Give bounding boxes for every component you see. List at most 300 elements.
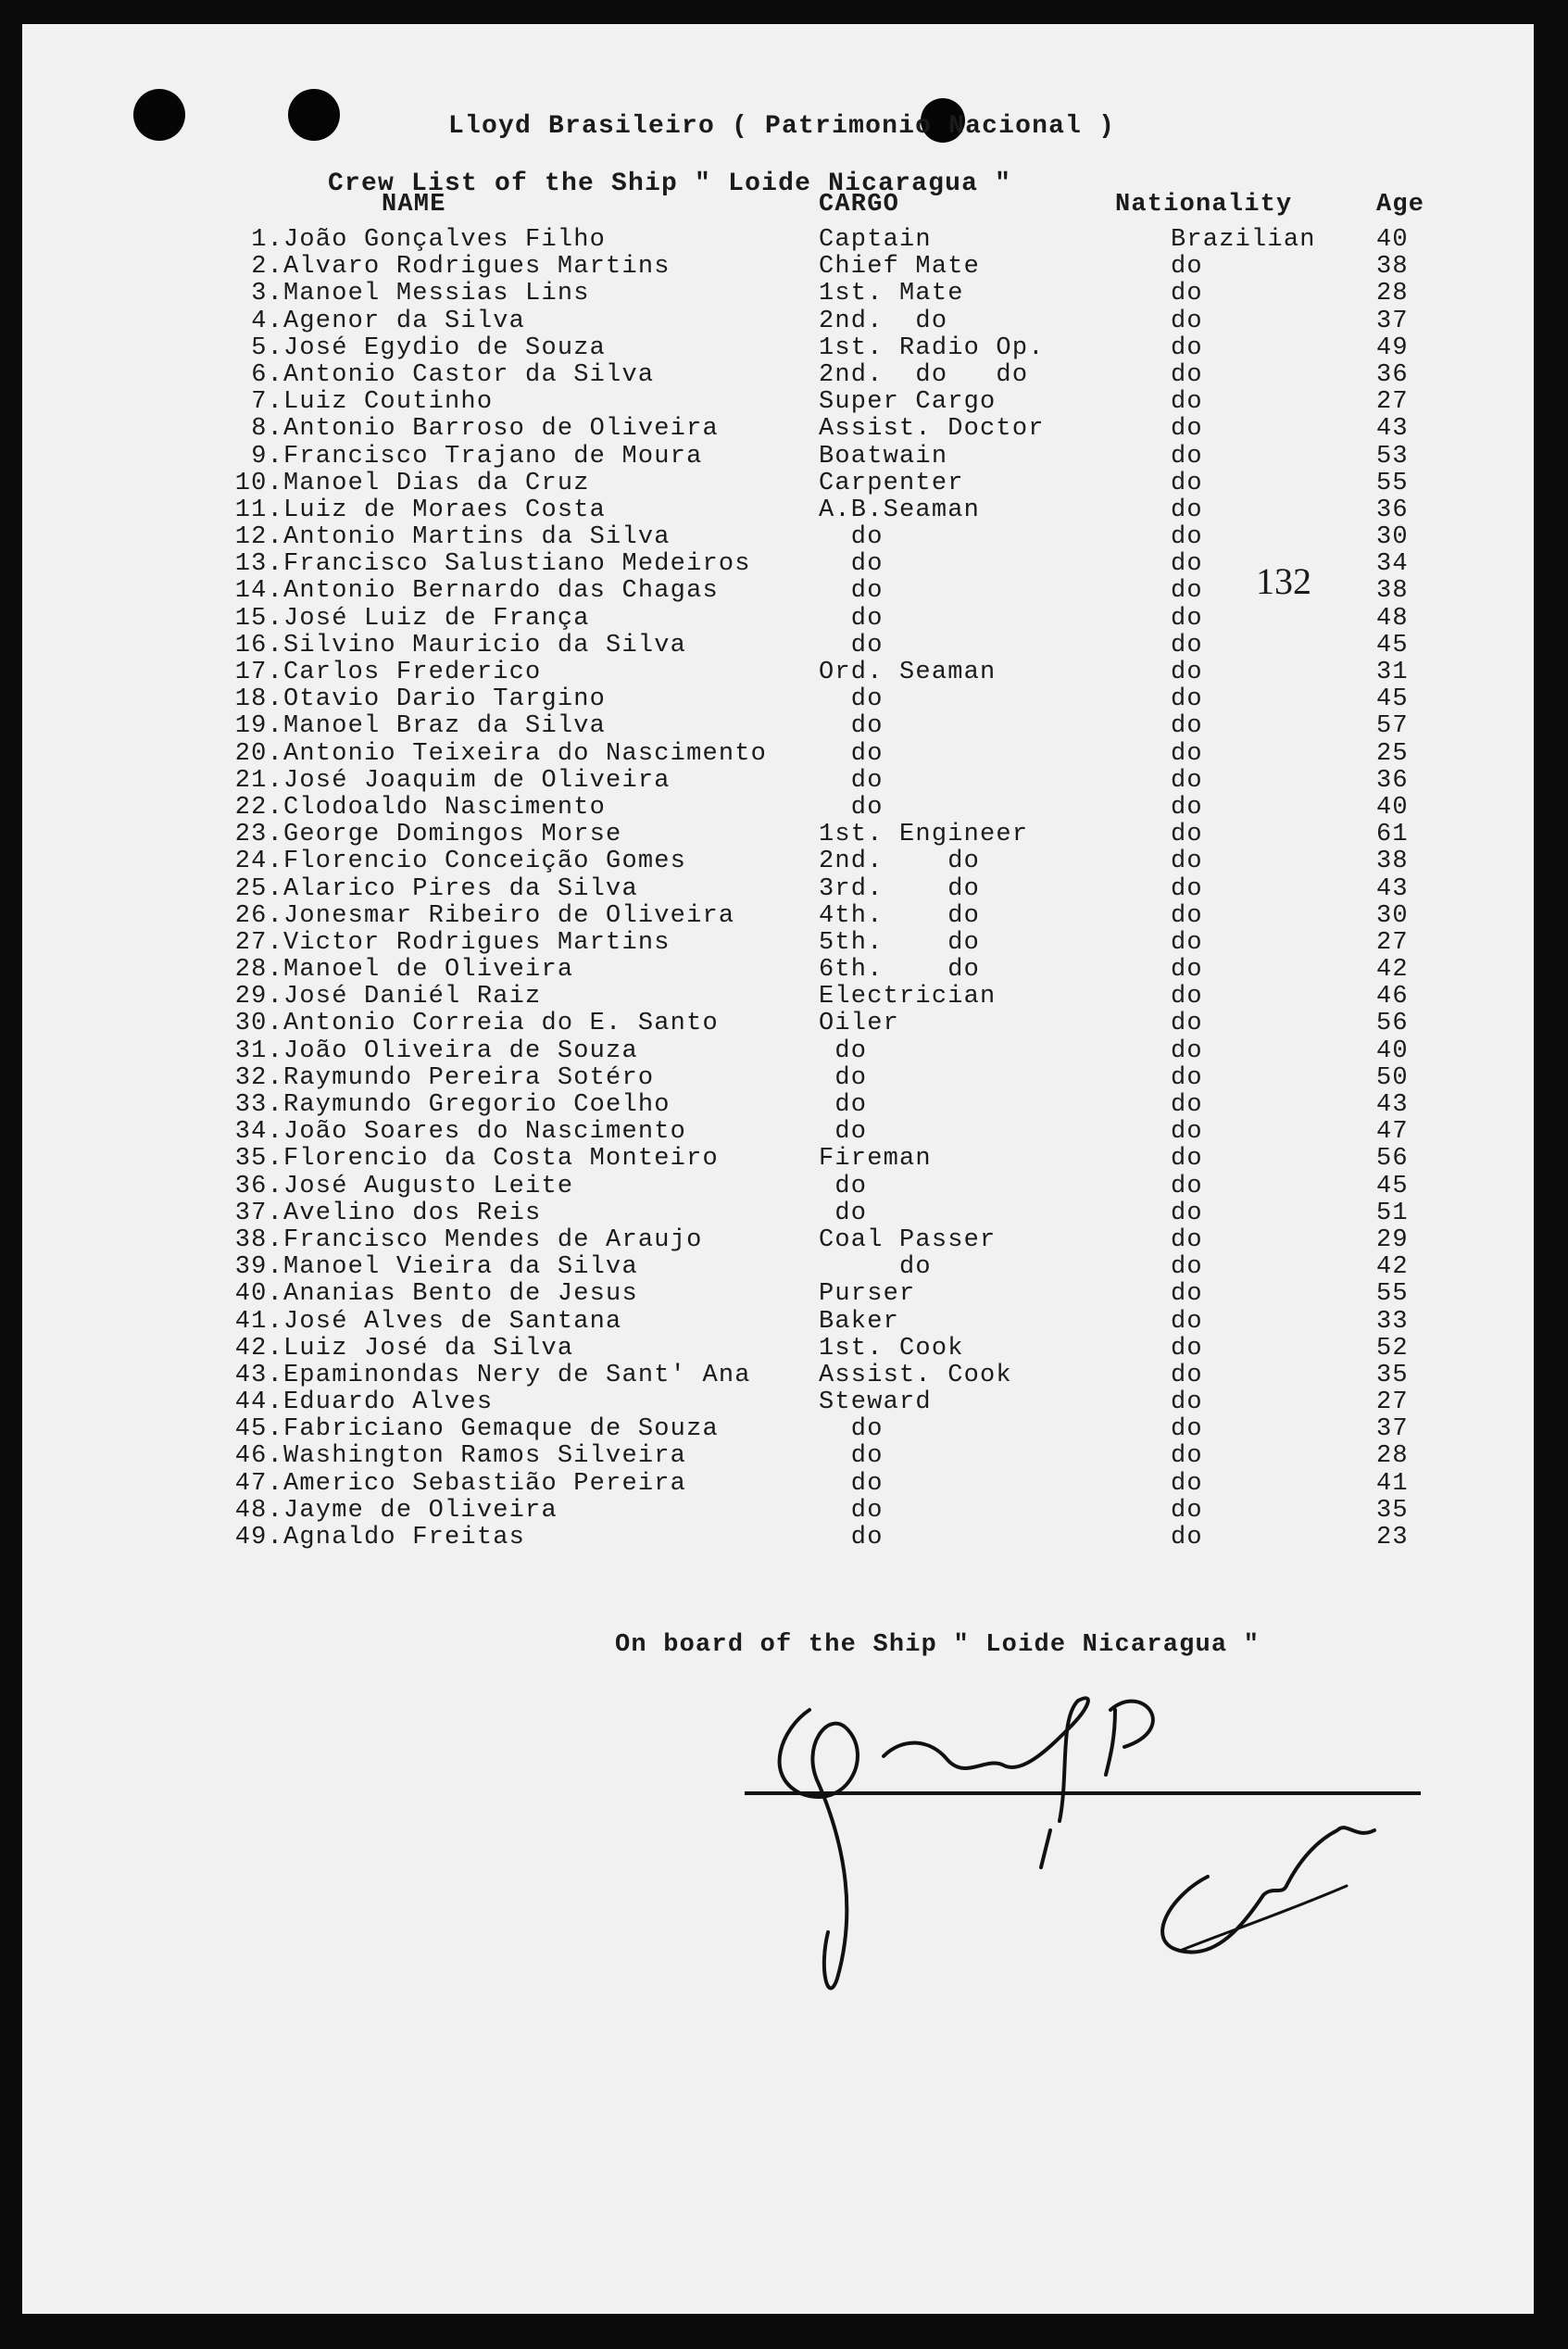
crew-nationality: do bbox=[1171, 604, 1203, 633]
crew-nationality: do bbox=[1171, 360, 1203, 389]
crew-row bbox=[22, 1497, 1534, 1524]
crew-number: 9. bbox=[251, 442, 283, 471]
crew-nationality: do bbox=[1171, 901, 1203, 930]
crew-name: José Alves de Santana bbox=[283, 1307, 622, 1336]
crew-nationality: Brazilian bbox=[1171, 226, 1316, 254]
crew-nationality: do bbox=[1171, 1063, 1203, 1092]
crew-name: José Egydio de Souza bbox=[283, 333, 607, 362]
crew-row bbox=[22, 1200, 1534, 1226]
crew-nationality: do bbox=[1171, 1118, 1203, 1147]
crew-age: 45 bbox=[1376, 631, 1409, 659]
crew-nationality: do bbox=[1171, 1469, 1203, 1498]
crew-number: 41. bbox=[234, 1307, 283, 1336]
crew-nationality: do bbox=[1171, 415, 1203, 444]
crew-number: 46. bbox=[234, 1442, 283, 1471]
crew-name: José Daniél Raiz bbox=[283, 983, 542, 1011]
crew-row bbox=[22, 280, 1534, 307]
crew-row bbox=[22, 767, 1534, 794]
crew-nationality: do bbox=[1171, 333, 1203, 362]
crew-nationality: do bbox=[1171, 1496, 1203, 1525]
crew-name: Luiz José da Silva bbox=[283, 1334, 574, 1363]
crew-number: 7. bbox=[251, 388, 283, 417]
crew-age: 35 bbox=[1376, 1361, 1409, 1389]
crew-number: 29. bbox=[234, 983, 283, 1011]
crew-row bbox=[22, 605, 1534, 632]
crew-number: 1. bbox=[251, 226, 283, 254]
crew-number: 38. bbox=[234, 1225, 283, 1254]
crew-cargo: do bbox=[819, 550, 884, 579]
crew-name: Victor Rodrigues Martins bbox=[283, 928, 671, 957]
crew-age: 52 bbox=[1376, 1334, 1409, 1363]
crew-nationality: do bbox=[1171, 874, 1203, 903]
crew-number: 21. bbox=[234, 766, 283, 795]
crew-number: 27. bbox=[234, 928, 283, 957]
crew-nationality: do bbox=[1171, 280, 1203, 308]
crew-cargo: Steward bbox=[819, 1388, 932, 1417]
crew-age: 40 bbox=[1376, 226, 1409, 254]
crew-row bbox=[22, 523, 1534, 550]
crew-row bbox=[22, 956, 1534, 983]
column-header-name: NAME bbox=[382, 191, 446, 219]
crew-row bbox=[22, 1091, 1534, 1118]
crew-number: 45. bbox=[234, 1415, 283, 1444]
crew-age: 55 bbox=[1376, 1280, 1409, 1309]
crew-number: 47. bbox=[234, 1469, 283, 1498]
signature-scribble bbox=[745, 1673, 1486, 2062]
crew-name: Jayme de Oliveira bbox=[283, 1496, 558, 1525]
crew-cargo: Baker bbox=[819, 1307, 900, 1336]
crew-cargo: do bbox=[819, 1091, 868, 1119]
crew-age: 27 bbox=[1376, 1388, 1409, 1417]
crew-cargo: Assist. Doctor bbox=[819, 415, 1045, 444]
crew-nationality: do bbox=[1171, 766, 1203, 795]
crew-row bbox=[22, 875, 1534, 902]
crew-age: 53 bbox=[1376, 442, 1409, 471]
crew-name: Americo Sebastião Pereira bbox=[283, 1469, 687, 1498]
crew-age: 51 bbox=[1376, 1199, 1409, 1227]
crew-nationality: do bbox=[1171, 685, 1203, 714]
crew-row bbox=[22, 361, 1534, 388]
crew-name: Avelino dos Reis bbox=[283, 1199, 542, 1227]
crew-age: 27 bbox=[1376, 388, 1409, 417]
crew-number: 31. bbox=[234, 1036, 283, 1065]
crew-nationality: do bbox=[1171, 821, 1203, 849]
crew-row bbox=[22, 1442, 1534, 1469]
crew-number: 40. bbox=[234, 1280, 283, 1309]
crew-name: Clodoaldo Nascimento bbox=[283, 793, 607, 822]
crew-name: Washington Ramos Silveira bbox=[283, 1442, 687, 1471]
crew-name: Ananias Bento de Jesus bbox=[283, 1280, 638, 1309]
crew-number: 17. bbox=[234, 659, 283, 686]
crew-cargo: 2nd. do bbox=[819, 848, 981, 876]
crew-age: 56 bbox=[1376, 1145, 1409, 1174]
crew-nationality: do bbox=[1171, 1524, 1203, 1551]
column-header-nationality: Nationality bbox=[1115, 191, 1293, 219]
crew-age: 28 bbox=[1376, 1442, 1409, 1471]
crew-number: 32. bbox=[234, 1063, 283, 1092]
crew-number: 12. bbox=[234, 523, 283, 552]
crew-nationality: do bbox=[1171, 848, 1203, 876]
crew-cargo: do bbox=[819, 685, 884, 714]
crew-number: 25. bbox=[234, 874, 283, 903]
crew-name: Agnaldo Freitas bbox=[283, 1524, 526, 1551]
crew-number: 10. bbox=[234, 469, 283, 497]
crew-nationality: do bbox=[1171, 712, 1203, 741]
crew-cargo: Electrician bbox=[819, 983, 997, 1011]
crew-name: José Augusto Leite bbox=[283, 1172, 574, 1200]
crew-nationality: do bbox=[1171, 1442, 1203, 1471]
crew-cargo: do bbox=[819, 1199, 868, 1227]
crew-number: 11. bbox=[234, 496, 283, 524]
crew-row bbox=[22, 1226, 1534, 1253]
crew-row bbox=[22, 1524, 1534, 1551]
crew-age: 40 bbox=[1376, 1036, 1409, 1065]
crew-row bbox=[22, 659, 1534, 685]
crew-nationality: do bbox=[1171, 631, 1203, 659]
crew-name: Luiz Coutinho bbox=[283, 388, 494, 417]
crew-number: 28. bbox=[234, 956, 283, 985]
crew-number: 13. bbox=[234, 550, 283, 579]
crew-name: Manoel de Oliveira bbox=[283, 956, 574, 985]
crew-number: 34. bbox=[234, 1118, 283, 1147]
crew-row bbox=[22, 334, 1534, 361]
crew-nationality: do bbox=[1171, 1172, 1203, 1200]
crew-cargo: Coal Passer bbox=[819, 1225, 997, 1254]
crew-name: Antonio Bernardo das Chagas bbox=[283, 577, 719, 606]
crew-row bbox=[22, 848, 1534, 874]
crew-name: Antonio Martins da Silva bbox=[283, 523, 671, 552]
crew-age: 37 bbox=[1376, 1415, 1409, 1444]
crew-name: Manoel Messias Lins bbox=[283, 280, 590, 308]
crew-number: 39. bbox=[234, 1253, 283, 1282]
crew-row bbox=[22, 443, 1534, 470]
crew-age: 49 bbox=[1376, 333, 1409, 362]
crew-cargo: Fireman bbox=[819, 1145, 932, 1174]
crew-row bbox=[22, 1335, 1534, 1362]
document-header: Lloyd Brasileiro ( Patrimonio Nacional ) bbox=[448, 112, 1116, 141]
crew-nationality: do bbox=[1171, 983, 1203, 1011]
crew-nationality: do bbox=[1171, 1280, 1203, 1309]
crew-nationality: do bbox=[1171, 388, 1203, 417]
crew-row bbox=[22, 1280, 1534, 1307]
crew-nationality: do bbox=[1171, 577, 1203, 606]
crew-age: 46 bbox=[1376, 983, 1409, 1011]
crew-cargo: 1st. Engineer bbox=[819, 821, 1029, 849]
crew-age: 42 bbox=[1376, 956, 1409, 985]
page-number: 132 bbox=[1256, 560, 1311, 602]
crew-number: 22. bbox=[234, 793, 283, 822]
crew-age: 25 bbox=[1376, 739, 1409, 768]
crew-cargo: 3rd. do bbox=[819, 874, 981, 903]
crew-age: 31 bbox=[1376, 659, 1409, 686]
crew-name: Florencio da Costa Monteiro bbox=[283, 1145, 719, 1174]
crew-cargo: do bbox=[819, 1415, 884, 1444]
crew-age: 35 bbox=[1376, 1496, 1409, 1525]
crew-nationality: do bbox=[1171, 1010, 1203, 1038]
crew-name: Luiz de Moraes Costa bbox=[283, 496, 607, 524]
crew-age: 43 bbox=[1376, 874, 1409, 903]
crew-number: 24. bbox=[234, 848, 283, 876]
column-header-cargo: CARGO bbox=[819, 191, 900, 219]
crew-name: Alvaro Rodrigues Martins bbox=[283, 253, 671, 282]
crew-age: 43 bbox=[1376, 1091, 1409, 1119]
crew-nationality: do bbox=[1171, 1253, 1203, 1282]
crew-row bbox=[22, 1145, 1534, 1172]
crew-number: 8. bbox=[251, 415, 283, 444]
crew-name: Silvino Mauricio da Silva bbox=[283, 631, 687, 659]
crew-age: 33 bbox=[1376, 1307, 1409, 1336]
crew-cargo: Purser bbox=[819, 1280, 916, 1309]
crew-age: 47 bbox=[1376, 1118, 1409, 1147]
crew-nationality: do bbox=[1171, 1225, 1203, 1254]
crew-age: 23 bbox=[1376, 1524, 1409, 1551]
crew-row bbox=[22, 794, 1534, 821]
crew-name: Eduardo Alves bbox=[283, 1388, 494, 1417]
crew-row bbox=[22, 226, 1534, 253]
crew-age: 38 bbox=[1376, 253, 1409, 282]
crew-cargo: 1st. Cook bbox=[819, 1334, 964, 1363]
crew-row bbox=[22, 415, 1534, 442]
crew-name: Agenor da Silva bbox=[283, 307, 526, 335]
crew-name: Francisco Trajano de Moura bbox=[283, 442, 703, 471]
crew-row bbox=[22, 1173, 1534, 1200]
crew-number: 18. bbox=[234, 685, 283, 714]
crew-cargo: Captain bbox=[819, 226, 932, 254]
column-header-age: Age bbox=[1376, 191, 1425, 219]
crew-cargo: do bbox=[819, 766, 884, 795]
crew-nationality: do bbox=[1171, 496, 1203, 524]
crew-row bbox=[22, 308, 1534, 334]
crew-number: 42. bbox=[234, 1334, 283, 1363]
crew-cargo: 2nd. do do bbox=[819, 360, 1029, 389]
crew-number: 5. bbox=[251, 333, 283, 362]
crew-name: Florencio Conceição Gomes bbox=[283, 848, 687, 876]
crew-number: 14. bbox=[234, 577, 283, 606]
crew-nationality: do bbox=[1171, 739, 1203, 768]
crew-name: Fabriciano Gemaque de Souza bbox=[283, 1415, 719, 1444]
crew-name: Manoel Dias da Cruz bbox=[283, 469, 590, 497]
crew-name: George Domingos Morse bbox=[283, 821, 622, 849]
crew-age: 38 bbox=[1376, 848, 1409, 876]
crew-name: João Soares do Nascimento bbox=[283, 1118, 687, 1147]
crew-cargo: 2nd. do bbox=[819, 307, 948, 335]
crew-cargo: 5th. do bbox=[819, 928, 981, 957]
crew-name: José Joaquim de Oliveira bbox=[283, 766, 671, 795]
crew-age: 34 bbox=[1376, 550, 1409, 579]
crew-number: 37. bbox=[234, 1199, 283, 1227]
crew-nationality: do bbox=[1171, 1199, 1203, 1227]
crew-nationality: do bbox=[1171, 956, 1203, 985]
crew-age: 30 bbox=[1376, 901, 1409, 930]
crew-cargo: Assist. Cook bbox=[819, 1361, 1012, 1389]
crew-name: Manoel Braz da Silva bbox=[283, 712, 607, 741]
crew-cargo: do bbox=[819, 1469, 884, 1498]
crew-number: 23. bbox=[234, 821, 283, 849]
crew-cargo: do bbox=[819, 631, 884, 659]
crew-cargo: do bbox=[819, 1524, 884, 1551]
crew-age: 30 bbox=[1376, 523, 1409, 552]
crew-nationality: do bbox=[1171, 1307, 1203, 1336]
crew-row bbox=[22, 1362, 1534, 1388]
crew-nationality: do bbox=[1171, 550, 1203, 579]
crew-cargo: 4th. do bbox=[819, 901, 981, 930]
crew-row bbox=[22, 1010, 1534, 1036]
crew-cargo: do bbox=[819, 577, 884, 606]
crew-cargo: do bbox=[819, 1118, 868, 1147]
crew-name: Jonesmar Ribeiro de Oliveira bbox=[283, 901, 735, 930]
punch-hole bbox=[133, 89, 185, 141]
crew-number: 15. bbox=[234, 604, 283, 633]
crew-cargo: Chief Mate bbox=[819, 253, 981, 282]
crew-nationality: do bbox=[1171, 928, 1203, 957]
crew-number: 6. bbox=[251, 360, 283, 389]
crew-row bbox=[22, 740, 1534, 767]
crew-age: 42 bbox=[1376, 1253, 1409, 1282]
crew-cargo: Ord. Seaman bbox=[819, 659, 997, 686]
crew-row bbox=[22, 983, 1534, 1010]
crew-name: Raymundo Gregorio Coelho bbox=[283, 1091, 671, 1119]
crew-row bbox=[22, 1118, 1534, 1145]
crew-row bbox=[22, 1308, 1534, 1335]
crew-number: 3. bbox=[251, 280, 283, 308]
crew-row bbox=[22, 253, 1534, 280]
crew-row bbox=[22, 632, 1534, 659]
crew-number: 33. bbox=[234, 1091, 283, 1119]
crew-number: 48. bbox=[234, 1496, 283, 1525]
crew-row bbox=[22, 685, 1534, 712]
crew-list bbox=[22, 226, 1534, 1551]
crew-nationality: do bbox=[1171, 1036, 1203, 1065]
crew-age: 41 bbox=[1376, 1469, 1409, 1498]
crew-cargo: do bbox=[819, 793, 884, 822]
crew-row bbox=[22, 496, 1534, 523]
crew-name: Epaminondas Nery de Sant' Ana bbox=[283, 1361, 751, 1389]
crew-row bbox=[22, 712, 1534, 739]
crew-number: 19. bbox=[234, 712, 283, 741]
punch-hole bbox=[288, 89, 340, 141]
crew-age: 37 bbox=[1376, 307, 1409, 335]
crew-number: 49. bbox=[234, 1524, 283, 1551]
crew-age: 61 bbox=[1376, 821, 1409, 849]
crew-cargo: Carpenter bbox=[819, 469, 964, 497]
crew-age: 48 bbox=[1376, 604, 1409, 633]
crew-row bbox=[22, 1037, 1534, 1064]
crew-number: 26. bbox=[234, 901, 283, 930]
crew-number: 4. bbox=[251, 307, 283, 335]
crew-name: João Gonçalves Filho bbox=[283, 226, 607, 254]
crew-row bbox=[22, 1064, 1534, 1091]
crew-nationality: do bbox=[1171, 793, 1203, 822]
crew-nationality: do bbox=[1171, 1361, 1203, 1389]
crew-nationality: do bbox=[1171, 253, 1203, 282]
crew-cargo: Oiler bbox=[819, 1010, 900, 1038]
crew-cargo: do bbox=[819, 712, 884, 741]
crew-age: 28 bbox=[1376, 280, 1409, 308]
crew-cargo: A.B.Seaman bbox=[819, 496, 981, 524]
crew-cargo: Super Cargo bbox=[819, 388, 997, 417]
crew-cargo: 6th. do bbox=[819, 956, 981, 985]
crew-age: 36 bbox=[1376, 496, 1409, 524]
crew-nationality: do bbox=[1171, 1388, 1203, 1417]
crew-age: 50 bbox=[1376, 1063, 1409, 1092]
crew-age: 45 bbox=[1376, 1172, 1409, 1200]
crew-age: 36 bbox=[1376, 360, 1409, 389]
crew-number: 20. bbox=[234, 739, 283, 768]
crew-nationality: do bbox=[1171, 469, 1203, 497]
crew-nationality: do bbox=[1171, 523, 1203, 552]
crew-nationality: do bbox=[1171, 1091, 1203, 1119]
crew-age: 57 bbox=[1376, 712, 1409, 741]
crew-cargo: do bbox=[819, 523, 884, 552]
crew-age: 40 bbox=[1376, 793, 1409, 822]
crew-cargo: do bbox=[819, 604, 884, 633]
crew-number: 43. bbox=[234, 1361, 283, 1389]
crew-nationality: do bbox=[1171, 1415, 1203, 1444]
crew-nationality: do bbox=[1171, 659, 1203, 686]
crew-row bbox=[22, 1253, 1534, 1280]
crew-cargo: do bbox=[819, 1496, 884, 1525]
crew-age: 36 bbox=[1376, 766, 1409, 795]
crew-nationality: do bbox=[1171, 307, 1203, 335]
crew-age: 29 bbox=[1376, 1225, 1409, 1254]
crew-number: 44. bbox=[234, 1388, 283, 1417]
crew-row bbox=[22, 929, 1534, 956]
crew-name: José Luiz de França bbox=[283, 604, 590, 633]
crew-name: João Oliveira de Souza bbox=[283, 1036, 638, 1065]
crew-name: Alarico Pires da Silva bbox=[283, 874, 638, 903]
crew-row bbox=[22, 1470, 1534, 1497]
crew-cargo: 1st. Mate bbox=[819, 280, 964, 308]
closing-statement: On board of the Ship " Loide Nicaragua " bbox=[615, 1631, 1261, 1659]
crew-name: Antonio Castor da Silva bbox=[283, 360, 655, 389]
crew-number: 16. bbox=[234, 631, 283, 659]
crew-cargo: do bbox=[819, 1442, 884, 1471]
crew-name: Francisco Salustiano Medeiros bbox=[283, 550, 751, 579]
crew-name: Antonio Barroso de Oliveira bbox=[283, 415, 719, 444]
crew-age: 45 bbox=[1376, 685, 1409, 714]
crew-cargo: 1st. Radio Op. bbox=[819, 333, 1045, 362]
crew-cargo: Boatwain bbox=[819, 442, 948, 471]
crew-name: Raymundo Pereira Sotéro bbox=[283, 1063, 655, 1092]
crew-name: Antonio Teixeira do Nascimento bbox=[283, 739, 768, 768]
crew-cargo: do bbox=[819, 739, 884, 768]
crew-age: 27 bbox=[1376, 928, 1409, 957]
crew-age: 38 bbox=[1376, 577, 1409, 606]
crew-nationality: do bbox=[1171, 442, 1203, 471]
crew-cargo: do bbox=[819, 1036, 868, 1065]
document-title: Crew List of the Ship " Loide Nicaragua " bbox=[328, 170, 1012, 198]
crew-number: 35. bbox=[234, 1145, 283, 1174]
crew-row bbox=[22, 470, 1534, 496]
crew-row bbox=[22, 1415, 1534, 1442]
crew-name: Francisco Mendes de Araujo bbox=[283, 1225, 703, 1254]
crew-row bbox=[22, 902, 1534, 929]
crew-number: 30. bbox=[234, 1010, 283, 1038]
crew-name: Carlos Frederico bbox=[283, 659, 542, 686]
crew-row bbox=[22, 1388, 1534, 1415]
crew-number: 36. bbox=[234, 1172, 283, 1200]
captain-signature bbox=[745, 1673, 1486, 2062]
document-page bbox=[22, 24, 1534, 2314]
crew-cargo: do bbox=[819, 1172, 868, 1200]
crew-nationality: do bbox=[1171, 1145, 1203, 1174]
crew-age: 43 bbox=[1376, 415, 1409, 444]
crew-cargo: do bbox=[819, 1253, 932, 1282]
crew-row bbox=[22, 388, 1534, 415]
crew-age: 56 bbox=[1376, 1010, 1409, 1038]
crew-name: Antonio Correia do E. Santo bbox=[283, 1010, 719, 1038]
crew-cargo: do bbox=[819, 1063, 868, 1092]
